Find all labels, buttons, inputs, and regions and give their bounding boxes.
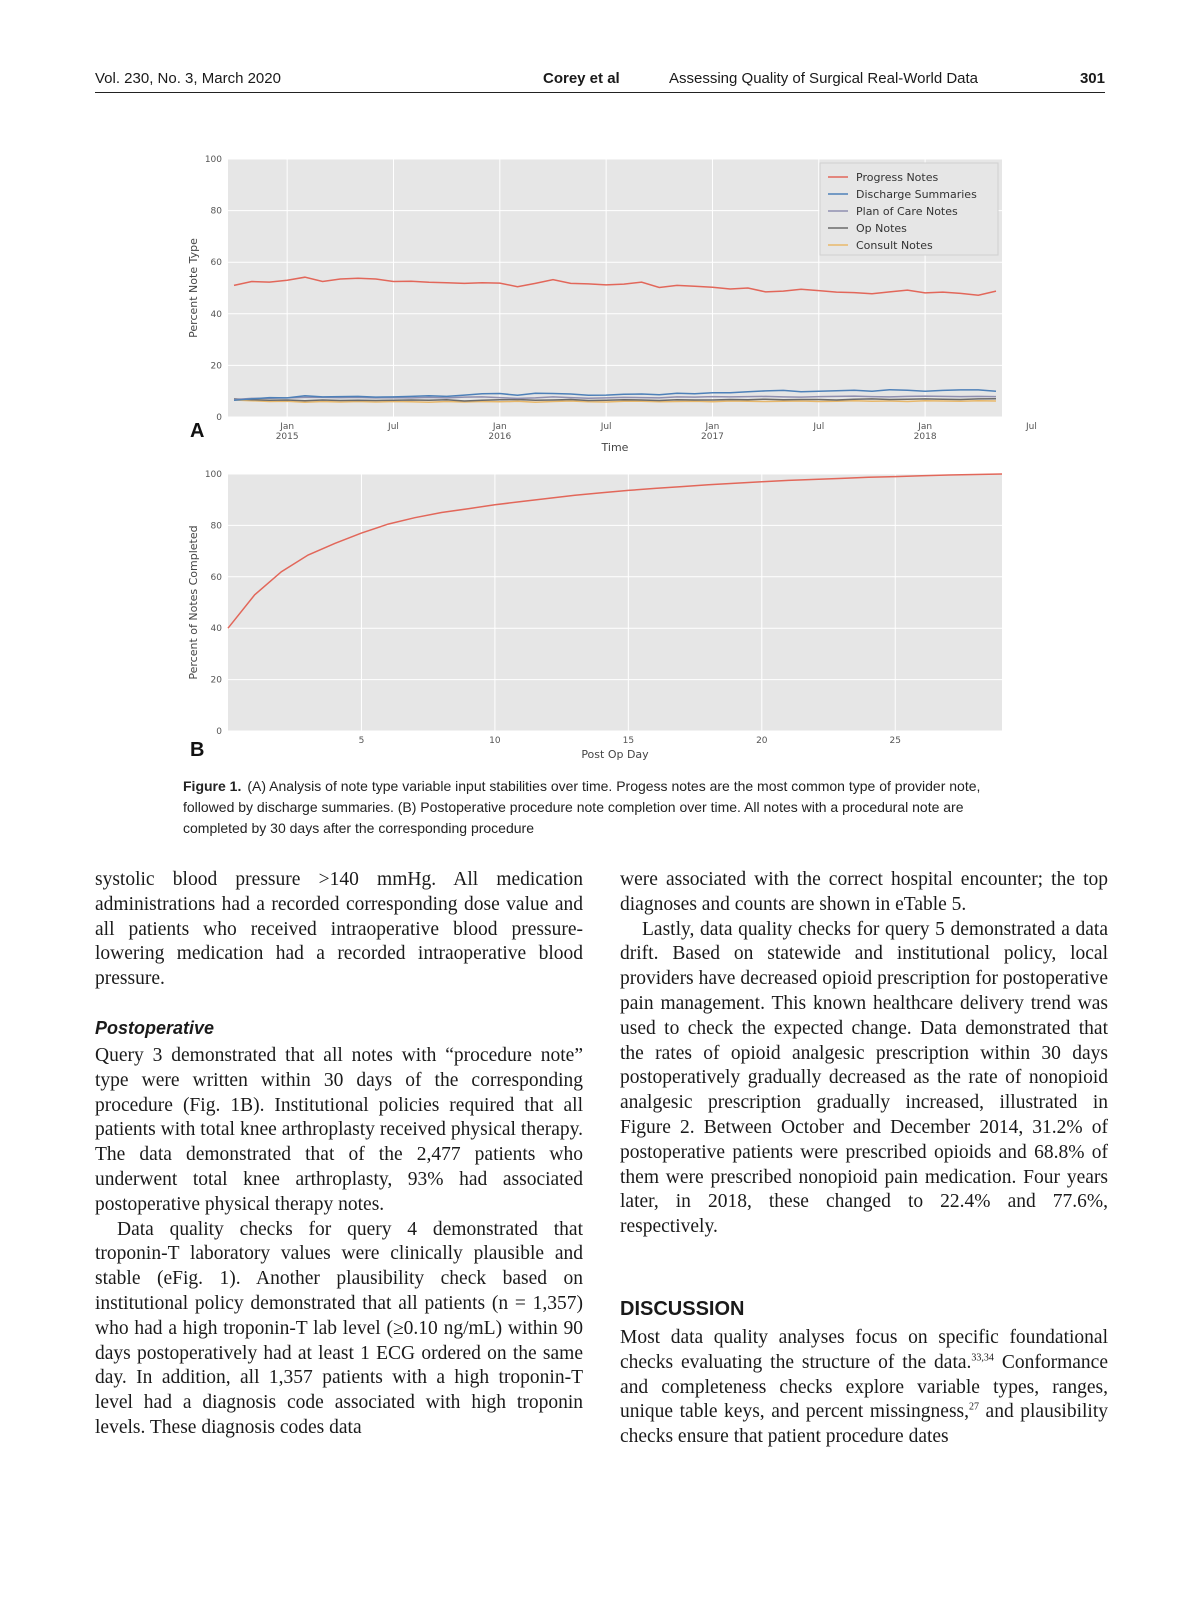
legend-entry: Op Notes [856, 222, 907, 235]
section-heading-discussion: DISCUSSION [620, 1297, 745, 1320]
paragraph: Data quality checks for query 4 demonstrated that troponin-T laboratory values were clinically plausible and stable (eFig. 1). Another plausibility check based on institutional policy demonstrated that all patients (n = 1,357) who had a high troponin-T lab level (≥0.10 ng/mL) within 90 days postoperatively had at least 1 ECG ordered on the same day. In addition, all 1,357 patients with a high troponin-T level had a diagnosis code associated with high troponin levels. These diagnosis codes data [95, 1218, 583, 1438]
x-tick-label-b: 5 [358, 736, 365, 746]
x-tick-label-a: Jul [813, 422, 825, 432]
y-tick-label-b: 60 [210, 572, 222, 583]
right-column [620, 868, 1108, 1450]
x-tick-label-a: Jul [1026, 422, 1037, 432]
panel-label-b: B [190, 739, 205, 761]
x-tick-label-a: 2016 [488, 432, 512, 442]
x-tick-label-a: Jan [705, 422, 720, 432]
x-tick-label-b: 25 [889, 736, 901, 746]
x-tick-label-a: 2018 [913, 432, 937, 442]
x-tick-label-a: Jan [918, 422, 933, 432]
plot-area-b [228, 474, 1002, 731]
caption-label: Figure 1. [183, 778, 242, 794]
x-tick-label-a: Jan [492, 422, 507, 432]
y-tick-label-a: 40 [210, 309, 222, 320]
running-authors: Corey et al [543, 70, 620, 87]
y-tick-label-a: 100 [204, 155, 222, 165]
y-tick-label-b: 20 [210, 675, 222, 686]
x-tick-label-a: Jul [600, 422, 612, 432]
y-axis-label-a: Percent Note Type [187, 238, 200, 338]
page-number: 301 [1079, 70, 1105, 87]
left-column [95, 868, 583, 1441]
y-tick-label-b: 100 [204, 470, 222, 480]
section-heading-postoperative: Postoperative [95, 1017, 215, 1038]
y-tick-label-a: 60 [210, 258, 222, 269]
paragraph: Query 3 demonstrated that all notes with “procedure note” type were written within 30 days of the corresponding procedure (Fig. 1B). Institutional policies required that all patients with total knee arthroplasty received physical therapy. The data demonstrated that of the 2,477 patients who underwent total knee arthroplasty, 93% had associated postoperative physical therapy notes. [95, 1044, 583, 1215]
x-tick-label-a: Jan [280, 422, 295, 432]
figure-1 [0, 0, 1200, 770]
x-tick-label-a: 2015 [275, 432, 299, 442]
y-tick-label-a: 80 [210, 206, 222, 217]
text-run: and plausibility checks ensure that patient procedure dates [620, 1401, 1108, 1448]
legend-entry: Plan of Care Notes [856, 205, 958, 218]
legend-entry: Consult Notes [856, 239, 933, 252]
citation: 33,34 [971, 1352, 994, 1364]
text-run: Conformance and completeness checks explore variable types, ranges, unique table keys, and percent missingness, [620, 1351, 1108, 1423]
text-run: Most data quality analyses focus on specific foundational checks evaluating the structure of the data. [620, 1326, 1108, 1373]
y-tick-label-a: 0 [216, 413, 222, 423]
y-tick-label-b: 40 [210, 624, 222, 635]
caption-text: (A) Analysis of note type variable input stabilities over time. Progess notes are the most common type of provider note, followed by discharge summaries. (B) Postoperative procedure note completion over time. All notes with a procedural note are completed by 30 days after the corresponding procedure [183, 778, 981, 836]
running-title: Assessing Quality of Surgical Real-World Data [669, 70, 979, 87]
paragraph [620, 1326, 1108, 1450]
y-axis-label-b: Percent of Notes Completed [187, 525, 200, 680]
paragraph: Lastly, data quality checks for query 5 demonstrated a data drift. Based on statewide and institutional policy, local providers have decreased opioid prescription for postoperative pain management. This known healthcare delivery trend was used to check the expected change. Data demonstrated that the rates of opioid analgesic prescription within 30 days postoperatively gradually decreased as the rate of nonopioid analgesic prescription gradually increased, illustrated in Figure 2. Between October and December 2014, 31.2% of postoperative patients were prescribed opioids and 68.8% of them were prescribed nonopioid pain medication. Four years later, in 2018, these changed to 22.4% and 77.6%, respectively. [620, 918, 1108, 1238]
legend-entry: Progress Notes [856, 171, 939, 184]
citation: 27 [969, 1401, 979, 1413]
legend-entry: Discharge Summaries [856, 188, 977, 201]
y-tick-label-b: 0 [216, 727, 222, 737]
paragraph: systolic blood pressure >140 mmHg. All medication administrations had a recorded corresponding dose value and all patients who received intraoperative blood pressure-lowering medication had a recorded intraoperative blood pressure. [95, 869, 583, 990]
figure-caption [183, 776, 1023, 839]
x-axis-label-a: Time [601, 441, 629, 454]
x-tick-label-b: 10 [489, 736, 501, 746]
x-tick-label-a: 2017 [701, 432, 724, 442]
x-tick-label-b: 15 [622, 736, 635, 746]
x-tick-label-a: Jul [388, 422, 399, 432]
panel-label-a: A [190, 420, 205, 442]
y-tick-label-a: 20 [210, 361, 222, 372]
paragraph: were associated with the correct hospital encounter; the top diagnoses and counts are shown in eTable 5. [620, 869, 1108, 915]
journal-volume: Vol. 230, No. 3, March 2020 [95, 70, 281, 87]
y-tick-label-b: 80 [210, 521, 222, 532]
x-axis-label-b: Post Op Day [581, 748, 649, 761]
x-tick-label-b: 20 [756, 736, 768, 746]
